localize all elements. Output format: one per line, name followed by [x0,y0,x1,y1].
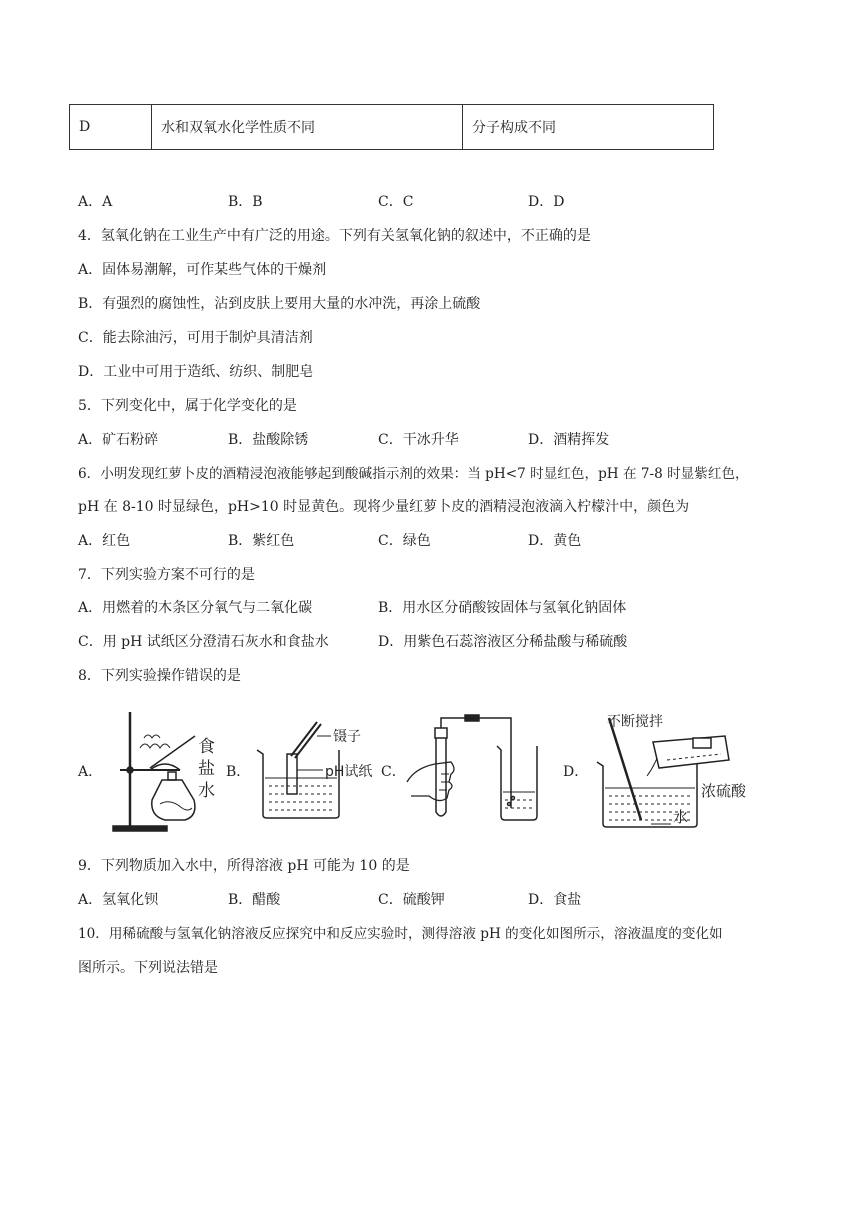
q7-option-d: D．用紫色石蕊溶液区分稀盐酸与稀硫酸 [378,634,628,650]
q6-option-d: D．黄色 [528,533,582,549]
q5-stem: 5．下列变化中，属于化学变化的是 [78,398,297,414]
airtightness-check-image [405,712,555,824]
q8-label-c: C． [381,764,406,780]
table-row [70,105,714,150]
q3-option-c: C．C [378,194,414,210]
q8-label-d: D． [563,764,589,780]
q9-stem: 9．下列物质加入水中，所得溶液 pH 可能为 10 的是 [78,858,410,874]
q9-option-d: D．食盐 [528,892,582,908]
ph-paper-beaker-image [255,720,385,820]
q5-option-c: C．干冰升华 [378,432,459,448]
q5-option-d: D．酒精挥发 [528,432,610,448]
q4-option-d: D．工业中可用于造纸、纺织、制肥皂 [78,364,314,380]
q8-label-b: B． [226,764,251,780]
img-b-phpaper-label: pH试纸 [325,764,373,780]
q4-stem: 4．氢氧化钠在工业生产中有广泛的用途。下列有关氢氧化钠的叙述中，不正确的是 [78,228,591,244]
q5-option-b: B．盐酸除锈 [228,432,309,448]
q4-option-c: C．能去除油污，可用于制炉具清洁剂 [78,330,313,346]
q6-option-c: C．绿色 [378,533,431,549]
answer-table [69,104,714,150]
q4-option-b: B．有强烈的腐蚀性，沾到皮肤上要用大量的水冲洗，再涂上硫酸 [78,296,481,312]
img-a-text-2: 水 [198,781,215,801]
q8-label-a: A． [78,764,103,780]
q6-stem-line1: 6．小明发现红萝卜皮的酒精浸泡液能够起到酸碱指示剂的效果：当 pH<7 时显红色，pH 在 7-8 时显紫红色， [78,466,749,482]
q10-stem-line1: 10．用稀硫酸与氢氧化钠溶液反应探究中和反应实验时，测得溶液 pH 的变化如图所示，溶液温度的变化如 [78,926,723,942]
q7-stem: 7．下列实验方案不可行的是 [78,567,255,583]
q9-option-c: C．硫酸钾 [378,892,445,908]
dilution-apparatus-image [595,712,755,830]
q6-option-b: B．紫红色 [228,533,295,549]
img-a-text-0: 食 [198,737,215,757]
q10-stem-line2: 图所示。下列说法错是 [78,960,218,976]
table-cell-label: D [70,105,152,150]
table-cell-fact: 水和双氧水化学性质不同 [152,105,463,150]
img-b-tweezers-label: 镊子 [333,729,361,745]
q3-option-d: D．D [528,194,565,210]
img-d-acid-label: 浓硫酸 [701,782,747,800]
table-cell-reason: 分子构成不同 [463,105,714,150]
evaporation-apparatus-image [110,708,225,833]
q9-option-b: B．醋酸 [228,892,281,908]
q3-option-a: A．A [78,194,113,210]
img-d-water-label: 水 [673,808,689,826]
q7-option-a: A．用燃着的木条区分氧气与二氧化碳 [78,600,313,616]
q3-option-b: B．B [228,194,263,210]
q6-option-a: A．红色 [78,533,131,549]
q7-option-b: B．用水区分硝酸铵固体与氢氧化钠固体 [378,600,627,616]
q7-option-c: C．用 pH 试纸区分澄清石灰水和食盐水 [78,634,329,650]
q9-option-a: A．氢氧化钡 [78,892,159,908]
q8-stem: 8．下列实验操作错误的是 [78,668,241,684]
q4-option-a: A．固体易潮解，可作某些气体的干燥剂 [78,262,327,278]
q5-option-a: A．矿石粉碎 [78,432,159,448]
q6-stem-line2: pH 在 8-10 时显绿色，pH>10 时显黄色。现将少量红萝卜皮的酒精浸泡液滴入柠檬汁中，颜色为 [78,499,690,515]
img-a-text-1: 盐 [198,759,215,779]
img-d-stir-label: 不断搅拌 [607,714,663,730]
